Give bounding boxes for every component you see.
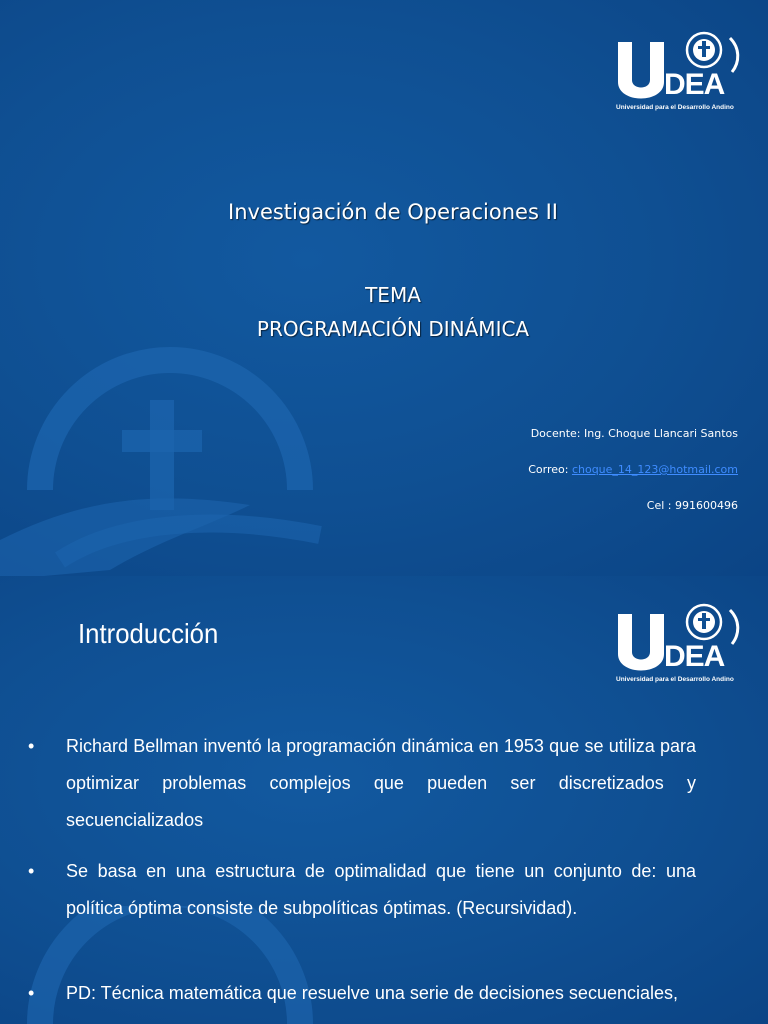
bullet-text: Richard Bellman inventó la programación dinámica en 1953 que se utiliza para optimizar problemas complejos que pueden ser discretizados y secuencializados xyxy=(66,736,696,830)
topic-label: TEMA xyxy=(365,283,421,307)
logo-wordmark: DEA xyxy=(664,68,725,101)
topic-block xyxy=(0,278,768,346)
bullet-marker: • xyxy=(28,861,35,881)
email-line xyxy=(528,463,738,476)
teacher-line: Docente: Ing. Choque Llancari Santos xyxy=(530,427,738,440)
bullet-item xyxy=(28,853,696,927)
course-title: Investigación de Operaciones II xyxy=(228,200,558,224)
bullet-item xyxy=(28,728,696,839)
udea-logo xyxy=(612,600,752,690)
email-label: Correo: xyxy=(528,463,572,476)
bullet-marker: • xyxy=(28,736,35,756)
intro-title: Introducción xyxy=(78,618,219,649)
bullet-list xyxy=(28,728,696,1012)
logo-wordmark: DEA xyxy=(664,640,725,673)
topic-title: PROGRAMACIÓN DINÁMICA xyxy=(256,317,530,341)
bullet-marker: • xyxy=(28,983,35,1003)
bullet-item xyxy=(28,975,696,1012)
logo-tagline: Universidad para el Desarrollo Andino xyxy=(616,676,734,683)
udea-logo xyxy=(612,28,752,118)
bullet-text: Se basa en una estructura de optimalidad que tiene un conjunto de: una política óptima consiste de subpolíticas óptimas. (Recursividad). xyxy=(66,861,696,918)
logo-tagline: Universidad para el Desarrollo Andino xyxy=(616,104,734,111)
phone-line: Cel : 991600496 xyxy=(646,499,738,512)
email-link[interactable]: choque_14_123@hotmail.com xyxy=(571,463,738,476)
bullet-text: PD: Técnica matemática que resuelve una serie de decisiones secuenciales, xyxy=(66,983,678,1003)
